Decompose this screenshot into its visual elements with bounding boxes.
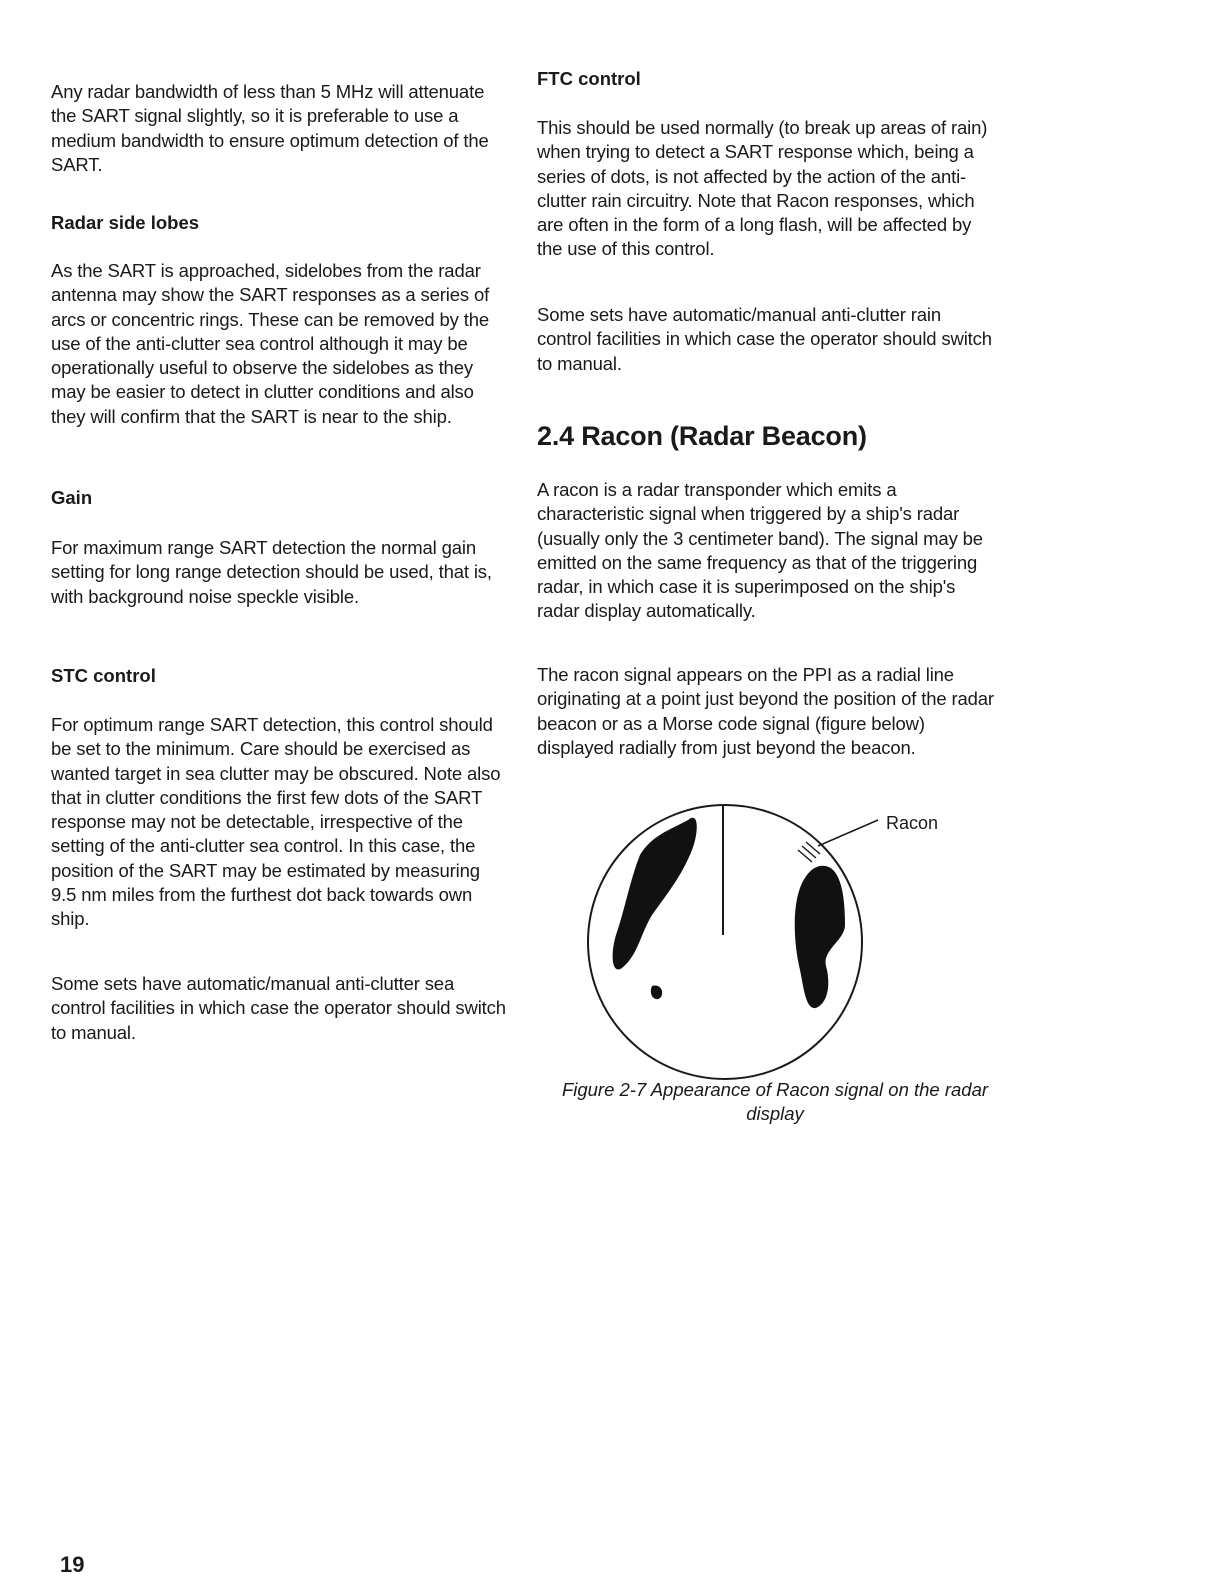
gain-heading: Gain [51,487,93,508]
stc-paragraph: For optimum range SART detection, this control should be set to the minimum. Care should be exercised as wanted target in sea clutter may be obscured. Note also that in clutter conditions the first few dots of the SART response may not be detectable, irrespective of the setting of the anti-clutter sea control. In this case, the position of the SART may be estimated by measuring 9.5 nm miles from the furthest dot back towards own ship. [51,714,501,930]
ftc-paragraph: This should be used normally (to break up areas of rain) when trying to detect a SART response which, being a series of dots, is not affected by the action of the anti-clutter rain circuitry. Note that Racon responses, which are often in the form of a long flash, will be affected by the use of this control. [537,117,988,260]
racon-label: Racon [886,813,939,833]
racon-signal-marks [798,842,820,862]
landmass-left [613,818,697,970]
racon-radar-figure [560,790,960,1080]
stc-paragraph-2: Some sets have automatic/manual anti-clutter sea control facilities in which case the operator should switch to manual. [51,973,506,1043]
side-lobes-paragraph: As the SART is approached, sidelobes from the radar antenna may show the SART responses as a series of arcs or concentric rings. These can be removed by the use of the anti-clutter sea control although it may be operationally useful to observe the sidelobes as they may be easier to detect in clutter conditions and also they will confirm that the SART is near to the ship. [51,260,490,427]
ftc-control-heading: FTC control [537,68,641,89]
racon-paragraph-1: A racon is a radar transponder which emits a characteristic signal when triggered by a ship's radar (usually only the 3 centimeter band). The signal may be emitted on the same frequency as that of the triggering radar, in which case it is superimposed on the ship's radar display automatically. [537,479,983,622]
ftc-paragraph-2: Some sets have automatic/manual anti-clutter rain control facilities in which case the operator should switch to manual. [537,304,992,374]
racon-label-leader [818,820,878,846]
landmass-right-racon-target [795,866,845,1008]
intro-paragraph: Any radar bandwidth of less than 5 MHz will attenuate the SART signal slightly, so it is preferable to use a medium bandwidth to ensure optimum detection of the SART. [51,81,489,175]
stc-control-heading: STC control [51,665,156,686]
figure-caption: Figure 2-7 Appearance of Racon signal on the radar display [561,1079,989,1124]
page-number: 19 [60,1552,85,1577]
gain-paragraph: For maximum range SART detection the normal gain setting for long range detection should be used, that is, with background noise speckle visible. [51,537,492,607]
radar-side-lobes-heading: Radar side lobes [51,212,200,233]
section-heading-racon: 2.4 Racon (Radar Beacon) [537,421,867,451]
small-target-dot [651,985,662,999]
racon-paragraph-2: The racon signal appears on the PPI as a radial line originating at a point just beyond the position of the radar beacon or as a Morse code signal (figure below) displayed radially from just beyond the beacon. [537,664,994,758]
